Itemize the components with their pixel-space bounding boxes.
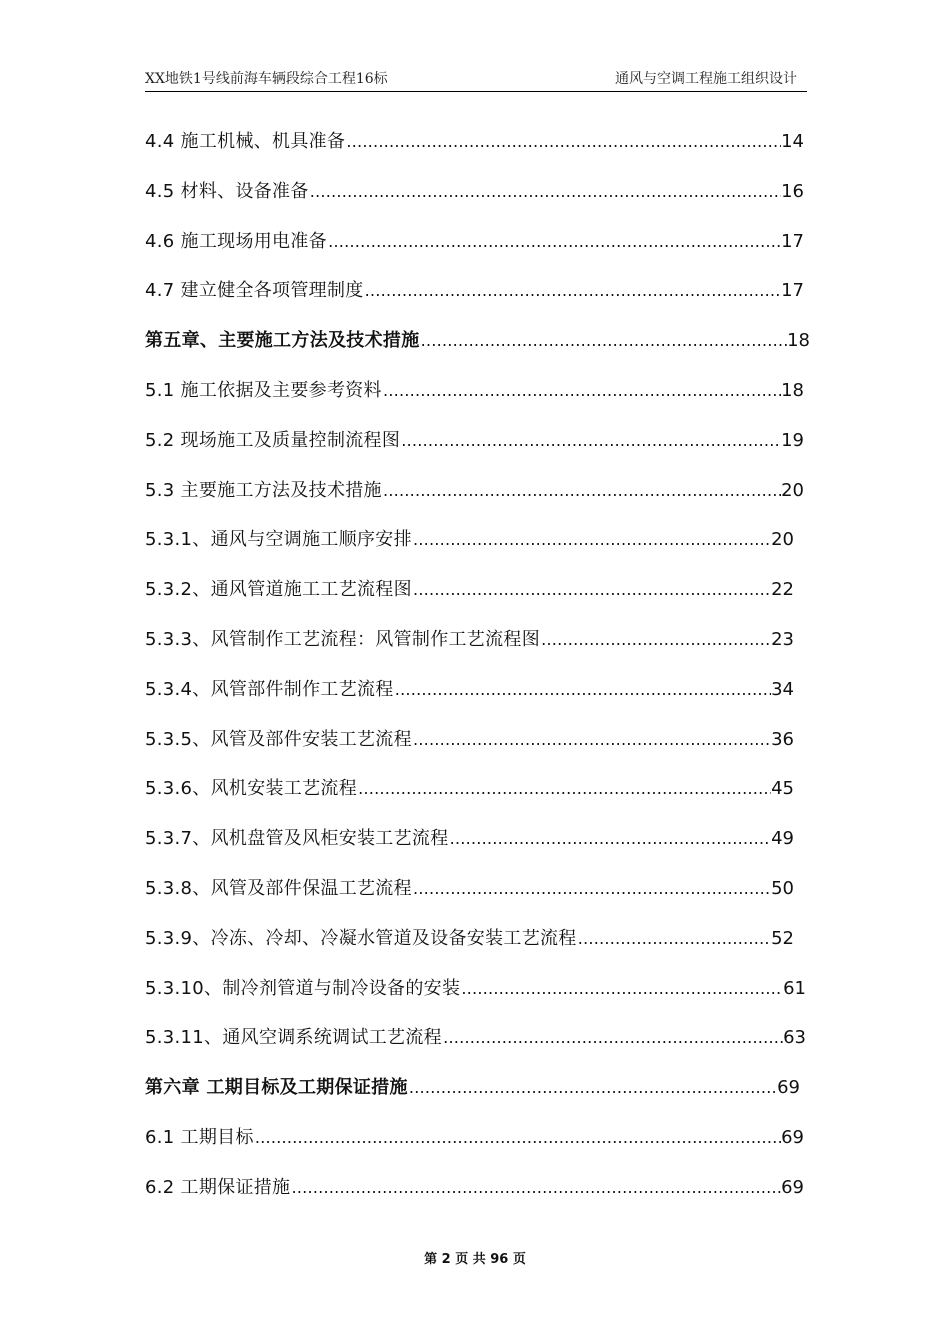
toc-entry[interactable] xyxy=(145,1173,804,1201)
toc-dot-leader xyxy=(460,979,783,998)
toc-dot-leader xyxy=(412,580,771,599)
toc-entry-page-number: 63 xyxy=(783,1027,806,1048)
toc-dot-leader xyxy=(394,680,771,699)
toc-entry-page-number: 52 xyxy=(771,928,794,949)
toc-dot-leader xyxy=(400,431,781,450)
toc-dot-leader xyxy=(540,630,771,649)
toc-entry-page-number: 14 xyxy=(781,131,804,152)
toc-entry-page-number: 20 xyxy=(771,529,794,550)
toc-entry-page-number: 20 xyxy=(781,480,804,501)
toc-entry-page-number: 18 xyxy=(781,380,804,401)
toc-entry-page-number: 50 xyxy=(771,878,794,899)
toc-entry-page-number: 61 xyxy=(783,978,806,999)
toc-dot-leader xyxy=(327,232,781,251)
toc-entry[interactable] xyxy=(145,575,794,603)
toc-dot-leader xyxy=(577,929,771,948)
toc-entry-page-number: 23 xyxy=(771,629,794,650)
header-project-title: XX地铁1号线前海车辆段综合工程16标 xyxy=(145,71,388,87)
toc-entry-title: 5.3.5、风管及部件安装工艺流程 xyxy=(145,729,412,750)
toc-entry-page-number: 69 xyxy=(781,1127,804,1148)
toc-dot-leader xyxy=(382,381,781,400)
toc-entry-title: 5.3.6、风机安装工艺流程 xyxy=(145,778,357,799)
toc-entry-title: 5.3.4、风管部件制作工艺流程 xyxy=(145,679,394,700)
toc-dot-leader xyxy=(412,879,771,898)
toc-dot-leader xyxy=(412,530,771,549)
toc-entry-title: 4.4 施工机械、机具准备 xyxy=(145,131,346,152)
toc-entry[interactable] xyxy=(145,426,804,454)
toc-entry-title: 5.2 现场施工及质量控制流程图 xyxy=(145,430,401,451)
toc-entry-page-number: 69 xyxy=(777,1077,800,1098)
toc-dot-leader xyxy=(442,1028,783,1047)
toc-dot-leader xyxy=(382,481,781,500)
toc-entry[interactable] xyxy=(145,1123,804,1151)
toc-entry-title: 4.5 材料、设备准备 xyxy=(145,181,309,202)
toc-entry[interactable] xyxy=(145,127,804,155)
toc-entry[interactable] xyxy=(145,1023,806,1051)
toc-entry[interactable] xyxy=(145,675,794,703)
toc-entry[interactable] xyxy=(145,326,810,354)
toc-entry-page-number: 16 xyxy=(781,181,804,202)
toc-entry-page-number: 17 xyxy=(781,280,804,301)
toc-entry[interactable] xyxy=(145,924,794,952)
toc-entry[interactable] xyxy=(145,476,804,504)
toc-entry-title: 5.3.9、冷冻、冷却、冷凝水管道及设备安装工艺流程 xyxy=(145,928,577,949)
header-document-title: 通风与空调工程施工组织设计 xyxy=(615,71,797,87)
toc-entry-page-number: 36 xyxy=(771,729,794,750)
toc-entry[interactable] xyxy=(145,625,794,653)
toc-entry-page-number: 49 xyxy=(771,828,794,849)
toc-dot-leader xyxy=(254,1128,781,1147)
toc-entry-page-number: 17 xyxy=(781,231,804,252)
page-footer: 第 2 页 共 96 页 xyxy=(424,1252,526,1267)
toc-entry-page-number: 45 xyxy=(771,778,794,799)
toc-dot-leader xyxy=(449,829,772,848)
toc-entry[interactable] xyxy=(145,525,794,553)
toc-entry[interactable] xyxy=(145,774,794,802)
toc-entry[interactable] xyxy=(145,974,806,1002)
toc-entry-page-number: 19 xyxy=(781,430,804,451)
toc-entry-page-number: 18 xyxy=(787,330,810,351)
toc-entry-title: 5.3.10、制冷剂管道与制冷设备的安装 xyxy=(145,978,461,999)
toc-dot-leader xyxy=(345,132,781,151)
toc-entry-title: 5.3.1、通风与空调施工顺序安排 xyxy=(145,529,412,550)
toc-entry-title: 5.3.7、风机盘管及风柜安装工艺流程 xyxy=(145,828,449,849)
toc-entry-title: 4.6 施工现场用电准备 xyxy=(145,231,327,252)
toc-entry[interactable] xyxy=(145,376,804,404)
toc-entry[interactable] xyxy=(145,874,794,902)
toc-entry-page-number: 34 xyxy=(771,679,794,700)
toc-entry-title: 4.7 建立健全各项管理制度 xyxy=(145,280,364,301)
toc-entry[interactable] xyxy=(145,227,804,255)
toc-entry-page-number: 69 xyxy=(781,1177,804,1198)
toc-entry[interactable] xyxy=(145,1073,800,1101)
toc-entry-page-number: 22 xyxy=(771,579,794,600)
toc-entry[interactable] xyxy=(145,725,794,753)
toc-dot-leader xyxy=(408,1078,777,1097)
toc-dot-leader xyxy=(290,1178,781,1197)
toc-entry-title: 5.3.2、通风管道施工工艺流程图 xyxy=(145,579,412,600)
toc-dot-leader xyxy=(364,281,782,300)
toc-entry[interactable] xyxy=(145,824,794,852)
toc-entry-title: 6.1 工期目标 xyxy=(145,1127,254,1148)
toc-entry-title: 5.1 施工依据及主要参考资料 xyxy=(145,380,382,401)
toc-entry-title: 6.2 工期保证措施 xyxy=(145,1177,291,1198)
toc-entry-title: 5.3.11、通风空调系统调试工艺流程 xyxy=(145,1027,442,1048)
toc-dot-leader xyxy=(357,779,771,798)
toc-entry-title: 5.3.3、风管制作工艺流程：风管制作工艺流程图 xyxy=(145,629,540,650)
page-header xyxy=(145,67,807,92)
toc-entry-title: 第六章 工期目标及工期保证措施 xyxy=(145,1077,408,1098)
toc-entry-title: 第五章、主要施工方法及技术措施 xyxy=(145,330,420,351)
toc-dot-leader xyxy=(412,730,771,749)
toc-dot-leader xyxy=(420,331,788,350)
toc-entry-title: 5.3.8、风管及部件保温工艺流程 xyxy=(145,878,412,899)
toc-entry[interactable] xyxy=(145,276,804,304)
toc-entry-title: 5.3 主要施工方法及技术措施 xyxy=(145,480,382,501)
toc-dot-leader xyxy=(309,182,781,201)
toc-entry[interactable] xyxy=(145,177,804,205)
